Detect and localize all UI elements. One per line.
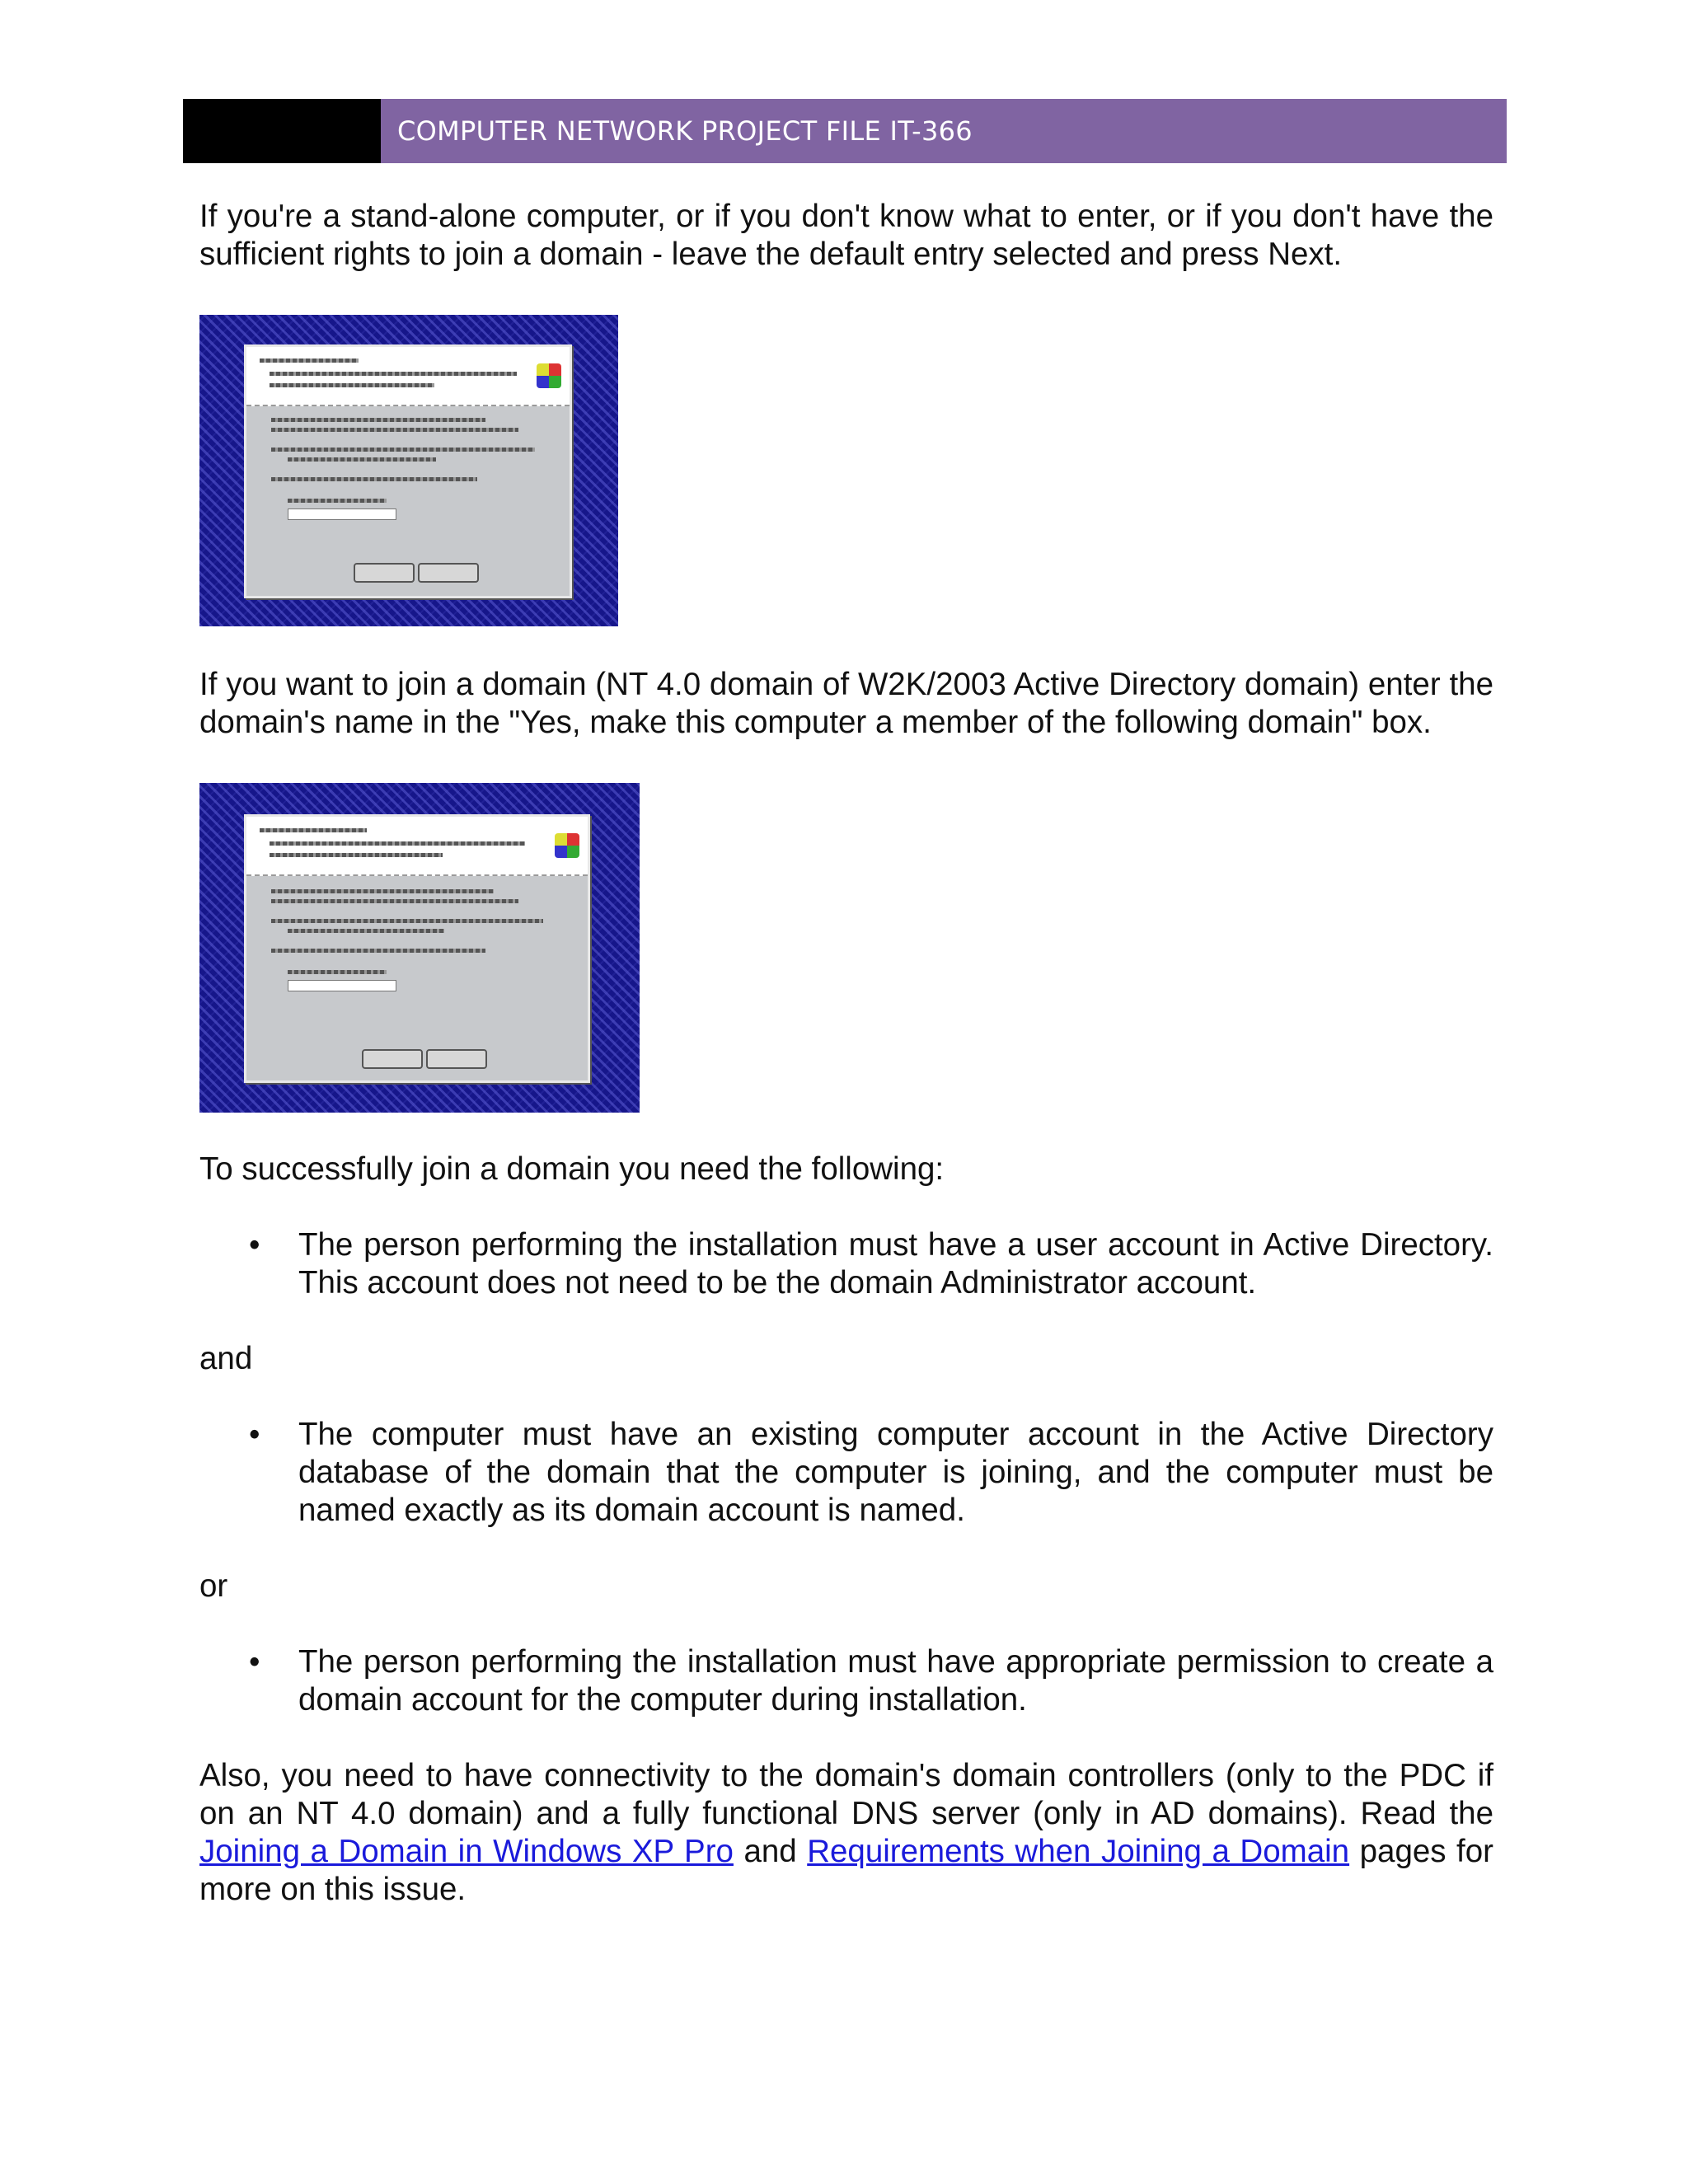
page-header — [183, 99, 1507, 163]
connectivity-text-a: Also, you need to have connectivity to the domain's domain controllers (only to the PDC if on an NT 4.0 domain) and a fully functional DNS server (only in AD domains). Read the — [199, 1758, 1493, 1831]
header-title-band — [381, 99, 1507, 163]
dialog-header-domain — [246, 817, 588, 876]
requirements-list-3 — [199, 1643, 1493, 1719]
next-button — [426, 1049, 487, 1069]
list-item — [199, 1416, 1493, 1530]
connector-and: and — [199, 1341, 253, 1376]
windows-logo-icon — [537, 363, 561, 388]
screenshot-workgroup-dialog — [199, 315, 618, 626]
requirements-list-2 — [199, 1416, 1493, 1530]
paragraph-standalone: If you're a stand-alone computer, or if you don't know what to enter, or if you don't have the sufficient rights to join a domain - leave the default entry selected and press Next. — [199, 199, 1493, 272]
document-body — [199, 198, 1493, 1909]
header-title: COMPUTER NETWORK PROJECT FILE IT-366 — [397, 115, 973, 147]
bullet-marker: • — [249, 1644, 260, 1680]
paragraph-join-domain: If you want to join a domain (NT 4.0 domain of W2K/2003 Active Directory domain) enter the domain's name in the "Yes, make this computer a member of the following domain" box. — [199, 667, 1493, 740]
setup-dialog — [244, 344, 572, 598]
list-item — [199, 1643, 1493, 1719]
requirements-list-1 — [199, 1226, 1493, 1302]
list-item-text: The person performing the installation must have a user account in Active Directory. This account does not need to be the domain Administrator account. — [298, 1227, 1493, 1301]
paragraph-requirements-intro: To successfully join a domain you need the following: — [199, 1151, 945, 1187]
bullet-marker: • — [249, 1417, 260, 1452]
back-button — [362, 1049, 423, 1069]
bullet-marker: • — [249, 1227, 260, 1263]
screenshot-domain-dialog — [199, 783, 640, 1113]
setup-dialog-domain — [244, 814, 590, 1083]
list-item-text: The computer must have an existing computer account in the Active Directory database of the domain that the computer is joining, and the computer must be named exactly as its domain account is named. — [298, 1417, 1493, 1528]
header-black-block — [183, 99, 381, 163]
list-item-text: The person performing the installation must have appropriate permission to create a domain account for the computer during installation. — [298, 1644, 1493, 1718]
paragraph-connectivity — [199, 1757, 1493, 1909]
list-item — [199, 1226, 1493, 1302]
dialog-header — [246, 347, 570, 406]
link-requirements-joining-domain[interactable]: Requirements when Joining a Domain — [807, 1834, 1350, 1869]
connectivity-text-b: and — [733, 1834, 808, 1869]
back-button — [354, 563, 415, 583]
connectivity-text-c: pages for more on this issue. — [199, 1834, 1493, 1907]
connector-or: or — [199, 1568, 228, 1604]
windows-logo-icon — [555, 833, 579, 858]
next-button — [418, 563, 479, 583]
link-joining-domain-xp-pro[interactable]: Joining a Domain in Windows XP Pro — [199, 1834, 734, 1869]
